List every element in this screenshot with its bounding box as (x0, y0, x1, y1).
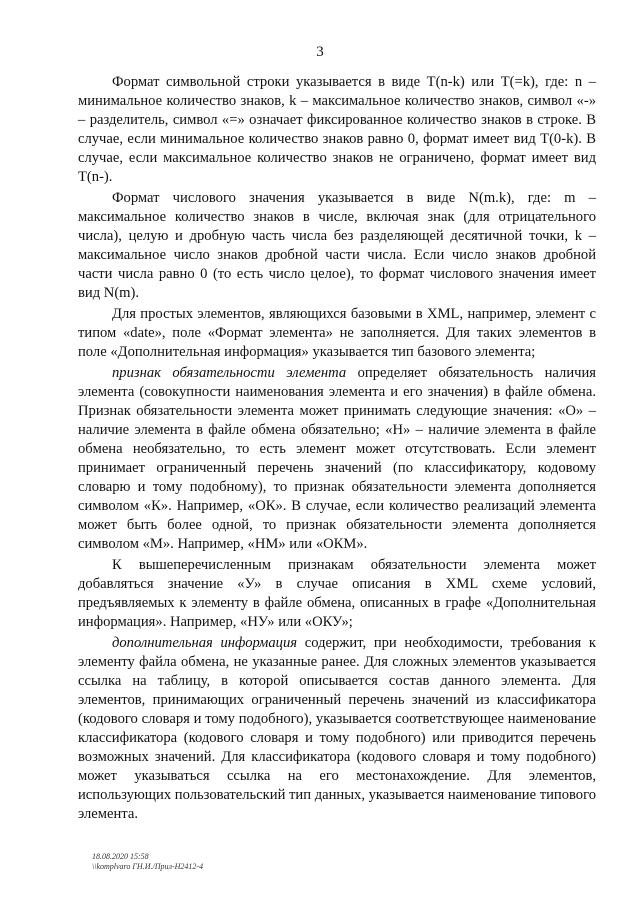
paragraph-text: Для простых элементов, являющихся базовыми в XML, например, элемент с типом «date», поле «Формат элемента» не заполняется. Для таких элементов в поле «Дополнительная информация» указывается тип базового элемента; (78, 306, 596, 360)
term-italic: признак обязательности элемента (112, 365, 347, 381)
footer-timestamp: 18.08.2020 15:58 (92, 852, 149, 861)
paragraph-additional-info (78, 634, 596, 824)
paragraph-text: Формат числового значения указывается в виде N(m.k), где: m – максимальное количество знаков в числе, включая знак (для отрицательного числа), целую и дробную часть числа без разделяющей десятичной точки, k – максимальное число знаков дробной части числа. Если число знаков дробной части числа равно 0 (то есть число целое), то формат числового значения имеет вид N(m). (78, 190, 596, 301)
paragraph-simple-elements (78, 305, 596, 362)
paragraph-text: содержит, при необходимости, требования к элементу файла обмена, не указанные ранее. Для сложных элементов указывается ссылка на таблицу, в которой описывается состав данного элемента. Для элементов, принимающих ограниченный перечень значений из классификатора (кодового словаря и тому подобного), указывается соответствующее наименование классификатора (кодового словаря и тому подобного) или приводится перечень возможных значений. Для классификатора (кодового словаря и тому подобного) может указываться ссылка на его местонахождение. Для элементов, использующих пользовательский тип данных, указывается наименование типового элемента. (78, 635, 597, 822)
paragraph-text: определяет обязательность наличия элемента (совокупности наименования элемента и его значения) в файле обмена. Признак обязательности элемента может принимать следующие значения: «О» – наличие элемента в файле обмена обязательно; «Н» – наличие элемента в файле обмена необязательно, то есть элемент может отсутствовать. Если элемент принимает ограниченный перечень значений (по классификатору, кодовому словарю и тому подобному), то признак обязательности элемента дополняется символом «К». Например, «ОК». В случае, если количество реализаций элемента может быть более одной, то признак обязательности элемента дополняется символом «М». Например, «НМ» или «ОКМ». (78, 365, 596, 552)
paragraph-string-format (78, 73, 596, 187)
paragraph-text: К вышеперечисленным признакам обязательности элемента может добавляться значение «У» в случае описания в XML схеме условий, предъявляемых к элементу в файле обмена, описанных в графе «Дополнительная информация». Например, «НУ» или «ОКУ»; (78, 557, 596, 630)
document-footer (92, 852, 203, 872)
paragraph-conditional-flag (78, 556, 596, 632)
paragraph-number-format (78, 189, 596, 303)
paragraph-text: Формат символьной строки указывается в виде T(n-k) или T(=k), где: n – минимальное количество знаков, k – максимальное количество знаков, символ «-» – разделитель, символ «=» означает фиксированное количество знаков в строке. В случае, если минимальное количество знаков равно 0, формат имеет вид T(0-k). В случае, если максимальное количество знаков не ограничено, формат имеет вид T(n-). (78, 74, 596, 185)
paragraph-required-flag (78, 364, 596, 554)
term-italic: дополнительная информация (112, 635, 298, 651)
document-body (78, 73, 596, 824)
page-number: 3 (316, 44, 324, 60)
footer-file-path: \\komplvaro ГН.И./Прил-Н2412-4 (92, 862, 204, 871)
